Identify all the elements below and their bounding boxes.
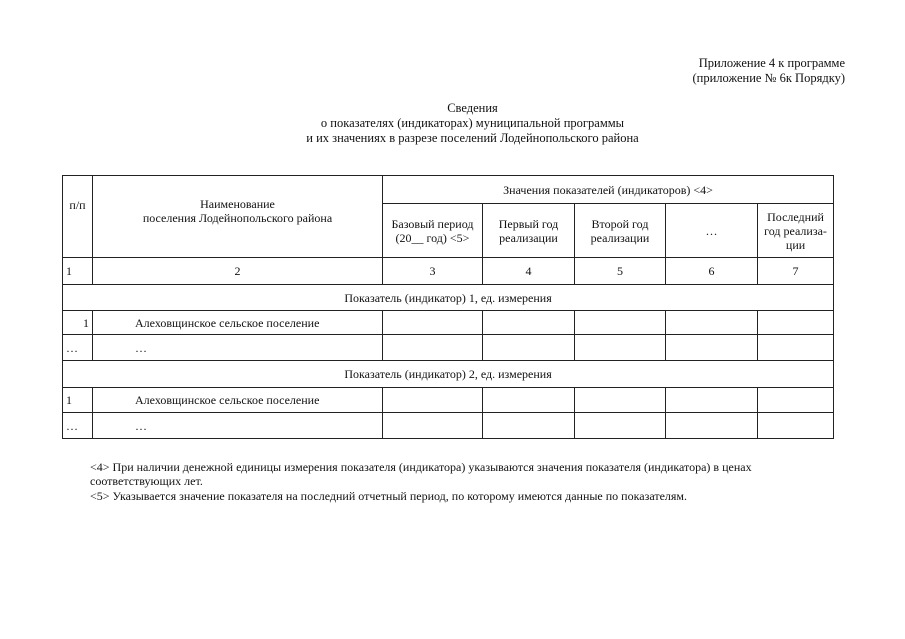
- footnotes: [90, 460, 810, 504]
- section-2-title: Показатель (индикатор) 2, ед. измерения: [63, 361, 834, 388]
- value-cell-ellipsis: [666, 311, 758, 335]
- row-num: 1: [63, 388, 93, 413]
- table-row: [63, 413, 834, 439]
- title-line-1: Сведения: [447, 101, 498, 115]
- footnote-5: <5> Указывается значение показателя на последний отчетный период, по которому имеются данные по показателям.: [90, 489, 687, 503]
- header-name-line-1: Наименование: [200, 197, 275, 211]
- header-values-group: Значения показателей (индикаторов) <4>: [383, 176, 834, 204]
- title-line-3: и их значениях в разрезе поселений Лодейнопольского района: [306, 131, 639, 145]
- value-cell-year-1: [483, 335, 575, 361]
- header-num: п/п: [63, 176, 93, 258]
- value-cell-last: [758, 335, 834, 361]
- header-col-5-line-2: реализации: [590, 230, 650, 245]
- value-cell-base: [383, 335, 483, 361]
- header-row-1: [63, 176, 834, 204]
- header-col-7: [758, 204, 834, 258]
- table-row: [63, 335, 834, 361]
- document-title: [0, 101, 905, 146]
- value-cell-last: [758, 413, 834, 439]
- col-number-2: 2: [93, 258, 383, 285]
- value-cell-year-1: [483, 388, 575, 413]
- value-cell-year-2: [575, 388, 666, 413]
- header-col-4-line-2: реализации: [499, 230, 558, 245]
- footnote-4-line-2: соответствующих лет.: [90, 474, 203, 488]
- value-cell-year-2: [575, 413, 666, 439]
- row-settlement-name: …: [93, 335, 383, 361]
- footnote-4: [90, 460, 810, 488]
- value-cell-base: [383, 413, 483, 439]
- header-col-5-line-1: Второй год: [591, 216, 649, 231]
- col-number-1: 1: [63, 258, 93, 285]
- footnote-4-line-1: <4> При наличии денежной единицы измерения показателя (индикатора) указываются значения показателя (индикатора) в ценах: [90, 460, 752, 474]
- table-row: [63, 311, 834, 335]
- section-title-row: [63, 361, 834, 388]
- section-title-row: [63, 285, 834, 311]
- col-number-6: 6: [666, 258, 758, 285]
- header-col-3: [383, 204, 483, 258]
- appendix-line-1: Приложение 4 к программе: [698, 56, 845, 70]
- col-number-5: 5: [575, 258, 666, 285]
- row-num: …: [63, 335, 93, 361]
- row-settlement-name: Алеховщинское сельское поселение: [93, 311, 383, 335]
- row-num: …: [63, 413, 93, 439]
- value-cell-ellipsis: [666, 388, 758, 413]
- value-cell-ellipsis: [666, 413, 758, 439]
- row-num: 1: [63, 311, 93, 335]
- header-name: [93, 176, 383, 258]
- row-settlement-name: Алеховщинское сельское поселение: [93, 388, 383, 413]
- header-col-7-line-3: ции: [785, 237, 806, 252]
- value-cell-base: [383, 388, 483, 413]
- value-cell-year-2: [575, 335, 666, 361]
- header-col-5: [575, 204, 666, 258]
- value-cell-last: [758, 388, 834, 413]
- value-cell-year-1: [483, 413, 575, 439]
- appendix-line-2: (приложение № 6к Порядку): [692, 71, 845, 85]
- table-row: [63, 388, 834, 413]
- row-settlement-name: …: [93, 413, 383, 439]
- header-col-3-line-1: Базовый период: [391, 216, 474, 231]
- section-1-title: Показатель (индикатор) 1, ед. измерения: [63, 285, 834, 311]
- header-col-4-line-1: Первый год: [498, 216, 559, 231]
- value-cell-ellipsis: [666, 335, 758, 361]
- col-number-7: 7: [758, 258, 834, 285]
- header-col-7-line-2: год реализа-: [764, 223, 827, 238]
- header-col-4: [483, 204, 575, 258]
- column-numbers-row: [63, 258, 834, 285]
- col-number-3: 3: [383, 258, 483, 285]
- title-line-2: о показателях (индикаторах) муниципальной программы: [320, 116, 625, 130]
- indicators-table: [62, 175, 834, 439]
- appendix-reference: [693, 56, 845, 86]
- col-number-4: 4: [483, 258, 575, 285]
- header-col-6: …: [666, 204, 758, 258]
- header-col-7-line-1: Последний: [767, 209, 824, 224]
- header-name-line-2: поселения Лодейнопольского района: [142, 211, 333, 225]
- value-cell-year-1: [483, 311, 575, 335]
- value-cell-last: [758, 311, 834, 335]
- header-col-3-line-2: (20__ год) <5>: [395, 230, 470, 245]
- value-cell-base: [383, 311, 483, 335]
- value-cell-year-2: [575, 311, 666, 335]
